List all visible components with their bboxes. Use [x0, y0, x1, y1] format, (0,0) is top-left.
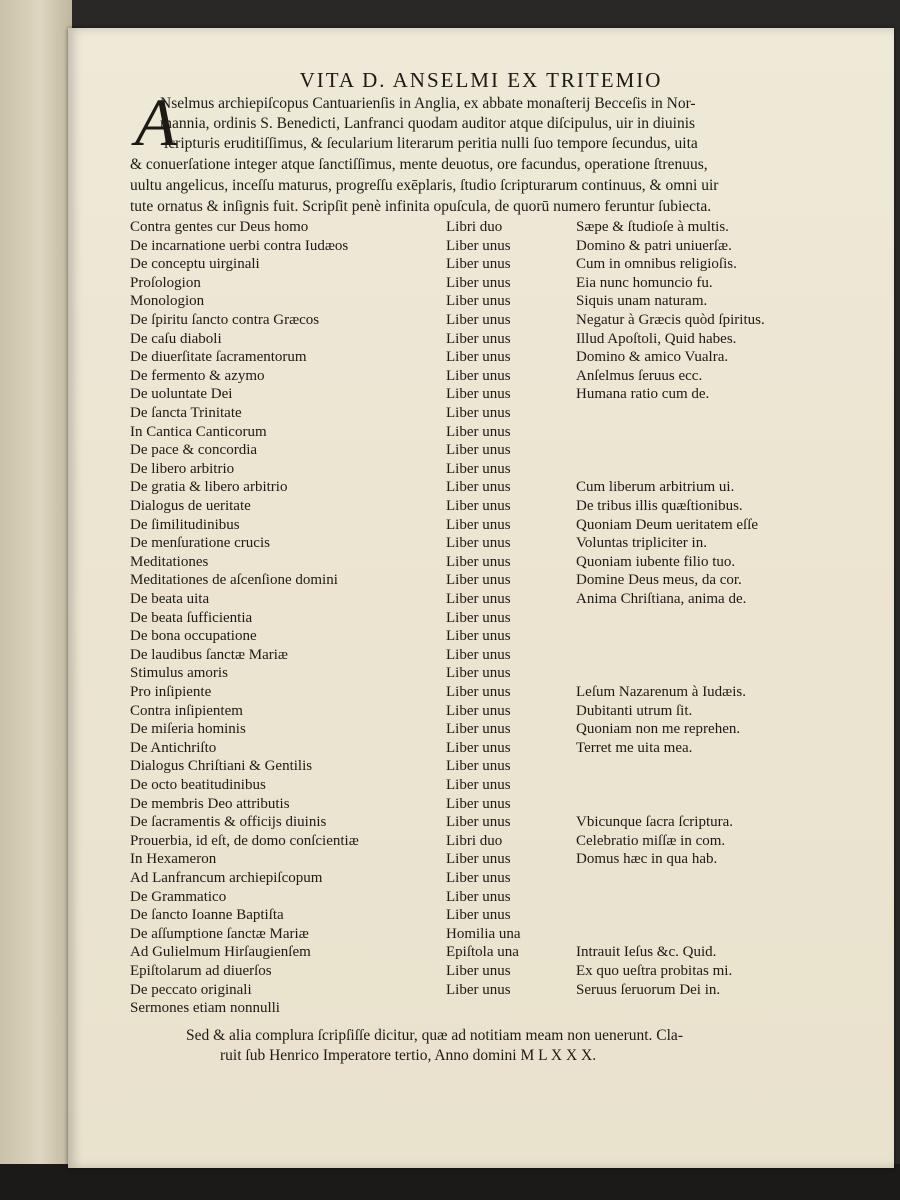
work-title: De pace & concordia — [130, 442, 258, 459]
work-title: Meditationes de aſcenſione domini — [130, 572, 338, 589]
work-count: Liber unus — [446, 665, 511, 682]
work-count: Liber unus — [446, 442, 511, 459]
work-incipit: Anſelmus ſeruus ecc. — [576, 367, 703, 384]
work-title: De beata ſufficientia — [130, 609, 253, 626]
work-title: De fermento & azymo — [130, 367, 265, 384]
table-row — [130, 888, 850, 906]
footer-line: ruit ſub Henrico Imperatore tertio, Anno domini M L X X X. — [220, 1047, 597, 1064]
table-row — [130, 869, 850, 887]
work-incipit: Terret me uita mea. — [576, 739, 693, 756]
work-title: Epiſtolarum ad diuerſos — [130, 963, 272, 979]
table-row — [130, 702, 850, 720]
table-row — [130, 627, 850, 645]
work-incipit: Domus hæc in qua hab. — [576, 851, 718, 868]
table-row — [130, 683, 850, 701]
work-count: Libri duo — [446, 832, 503, 849]
table-row — [130, 330, 850, 348]
intro-line: tute ornatus & inſignis fuit. Scripſit penè infinita opuſcula, de quorū numero feruntur ſubiecta. — [130, 198, 712, 215]
work-count: Liber unus — [446, 870, 511, 886]
work-title: De uoluntate Dei — [130, 386, 233, 403]
work-count: Homilia una — [446, 925, 521, 942]
intro-line: uultu angelicus, inceſſu maturus, progreſſu exēplaris, ſtudio ſcripturarum continuus, & omni uir — [130, 177, 719, 194]
work-title: De bona occupatione — [130, 628, 257, 645]
table-row — [130, 348, 850, 366]
table-row — [130, 516, 850, 534]
work-incipit: Vbicunque ſacra ſcriptura. — [576, 814, 734, 831]
left-page-edge — [0, 0, 72, 1200]
work-title: De beata uita — [130, 591, 210, 607]
work-title: De Antichriſto — [130, 739, 217, 756]
work-title: De diuerſitate ſacramentorum — [130, 349, 307, 366]
work-incipit: Quoniam Deum ueritatem eſſe — [576, 516, 759, 533]
work-count: Liber unus — [446, 888, 511, 905]
work-title: De membris Deo attributis — [130, 795, 290, 812]
work-count: Liber unus — [446, 516, 511, 533]
work-title: De Grammatico — [130, 888, 227, 905]
table-row — [130, 292, 850, 310]
work-count: Liber unus — [446, 609, 511, 626]
page-header: VITA D. ANSELMI EX TRITEMIO — [299, 68, 663, 92]
work-count: Liber unus — [446, 274, 511, 291]
work-title: De conceptu uirginali — [130, 256, 260, 273]
table-row — [130, 739, 850, 757]
work-count: Liber unus — [446, 498, 511, 514]
work-title: De ſancta Trinitate — [130, 405, 242, 421]
work-count: Liber unus — [446, 628, 511, 645]
work-incipit: Intrauit Ieſus &c. Quid. — [576, 944, 717, 961]
work-title: Proſologion — [130, 274, 201, 291]
table-row — [130, 478, 850, 496]
work-title: Stimulus amoris — [130, 665, 228, 682]
table-row — [130, 664, 850, 682]
table-row — [130, 832, 850, 850]
work-incipit: Ex quo ueſtra probitas mi. — [576, 963, 733, 979]
work-incipit: Voluntas tripliciter in. — [576, 535, 707, 552]
work-incipit: Domino & amico Vualra. — [576, 349, 729, 366]
intro-line: Nselmus archiepiſcopus Cantuarienſis in Anglia, ex abbate monaſterij Becceſis in Nor- — [160, 95, 696, 112]
table-row — [130, 553, 850, 571]
work-count: Liber unus — [446, 423, 511, 440]
work-count: Liber unus — [446, 386, 511, 403]
work-title: De miſeria hominis — [130, 721, 246, 738]
book-page — [68, 28, 894, 1168]
drop-cap: A — [135, 84, 177, 160]
intro-line: mannia, ordinis S. Benedicti, Lanfranci quodam auditor atque diſcipulus, uir in diuinis — [160, 115, 696, 132]
work-incipit: Quoniam iubente filio tuo. — [576, 553, 736, 570]
work-title: Ad Lanfrancum archiepiſcopum — [130, 870, 323, 886]
table-row — [130, 590, 850, 608]
work-title: De ſancto Ioanne Baptiſta — [130, 907, 284, 924]
table-row — [130, 497, 850, 515]
table-row — [130, 925, 850, 943]
work-count: Liber unus — [446, 293, 511, 310]
table-row — [130, 237, 850, 255]
work-count: Liber unus — [446, 795, 511, 812]
work-incipit: Quoniam non me reprehen. — [576, 721, 741, 738]
work-title: De laudibus ſanctæ Mariæ — [130, 646, 288, 663]
work-incipit: Humana ratio cum de. — [576, 386, 710, 403]
table-row — [130, 274, 850, 292]
work-title: De incarnatione uerbi contra Iudæos — [130, 237, 349, 254]
work-incipit: Dubitanti utrum ſit. — [576, 702, 693, 719]
work-count: Liber unus — [446, 460, 511, 477]
work-title: De menſuratione crucis — [130, 535, 270, 552]
work-title: Ad Gulielmum Hirſaugienſem — [130, 944, 311, 961]
work-count: Liber unus — [446, 405, 511, 421]
table-row — [130, 367, 850, 385]
work-count: Liber unus — [446, 702, 511, 719]
work-incipit: Siquis unam naturam. — [576, 293, 708, 310]
work-incipit: Negatur à Græcis quòd ſpiritus. — [576, 312, 765, 328]
table-row — [130, 441, 850, 459]
table-row — [130, 311, 850, 329]
work-count: Libri duo — [446, 219, 503, 235]
work-title: De caſu diaboli — [130, 330, 222, 347]
intro-line: ſcripturis eruditiſſimus, & ſecularium literarum peritia nulli ſuo tempore ſecundus, uita — [164, 135, 698, 152]
work-incipit: Cum liberum arbitrium ui. — [576, 479, 735, 496]
work-title: De octo beatitudinibus — [130, 777, 266, 793]
work-count: Liber unus — [446, 851, 511, 868]
work-count: Liber unus — [446, 646, 511, 663]
work-count: Liber unus — [446, 553, 511, 570]
table-row — [130, 571, 850, 589]
work-count: Liber unus — [446, 591, 511, 607]
work-count: Liber unus — [446, 330, 511, 347]
work-count: Liber unus — [446, 963, 511, 979]
work-count: Liber unus — [446, 981, 511, 998]
table-row — [130, 609, 850, 627]
work-count: Liber unus — [446, 777, 511, 793]
work-count: Epiſtola una — [446, 944, 519, 961]
table-row — [130, 255, 850, 273]
table-row — [130, 385, 850, 403]
table-row — [130, 404, 850, 422]
work-title: Contra inſipientem — [130, 702, 243, 719]
footer-line: Sed & alia complura ſcripſiſſe dicitur, quæ ad notitiam meam non uenerunt. Cla- — [186, 1027, 683, 1044]
intro-line: & conuerſatione integer atque ſanctiſſimus, mente deuotus, ore facundus, operatione ſtrenuus, — [130, 156, 708, 173]
table-row — [130, 795, 850, 813]
table-row — [130, 906, 850, 924]
table-row — [130, 981, 850, 999]
work-count: Liber unus — [446, 479, 511, 496]
table-row — [130, 720, 850, 738]
table-row — [130, 813, 850, 831]
table-row — [130, 757, 850, 775]
work-title: De ſimilitudinibus — [130, 516, 240, 533]
table-row — [130, 850, 850, 868]
work-title: De libero arbitrio — [130, 460, 235, 477]
work-count: Liber unus — [446, 367, 511, 384]
work-count: Liber unus — [446, 758, 511, 775]
work-incipit: De tribus illis quæſtionibus. — [576, 498, 743, 514]
table-row — [130, 534, 850, 552]
work-incipit: Celebratio miſſæ in com. — [576, 832, 726, 849]
work-count: Liber unus — [446, 312, 511, 328]
work-incipit: Sæpe & ſtudioſe à multis. — [576, 219, 729, 235]
work-count: Liber unus — [446, 535, 511, 552]
work-title: De gratia & libero arbitrio — [130, 479, 288, 496]
table-row — [130, 943, 850, 961]
work-title: Prouerbia, id eſt, de domo conſcientiæ — [130, 832, 359, 849]
work-count: Liber unus — [446, 572, 511, 589]
table-row — [130, 776, 850, 794]
work-incipit: Eia nunc homuncio fu. — [576, 274, 713, 291]
work-count: Liber unus — [446, 256, 511, 273]
work-title: Dialogus Chriſtiani & Gentilis — [130, 758, 313, 775]
work-title: Sermones etiam nonnulli — [130, 1000, 280, 1017]
work-incipit: Domino & patri uniuerſæ. — [576, 237, 732, 254]
table-row — [130, 999, 850, 1017]
work-title: De ſacramentis & officijs diuinis — [130, 814, 327, 831]
table-row — [130, 646, 850, 664]
work-incipit: Cum in omnibus religioſis. — [576, 256, 737, 273]
work-count: Liber unus — [446, 814, 511, 831]
work-count: Liber unus — [446, 237, 511, 254]
work-incipit: Domine Deus meus, da cor. — [576, 572, 742, 589]
work-title: In Hexameron — [130, 851, 217, 868]
work-title: Dialogus de ueritate — [130, 498, 251, 514]
work-title: In Cantica Canticorum — [130, 423, 267, 440]
table-row — [130, 962, 850, 980]
work-incipit: Anima Chriſtiana, anima de. — [576, 591, 747, 607]
work-title: De peccato originali — [130, 981, 252, 998]
table-row — [130, 460, 850, 478]
work-count: Liber unus — [446, 739, 511, 756]
table-row — [130, 423, 850, 441]
work-title: De ſpiritu ſancto contra Græcos — [130, 312, 320, 328]
work-title: De aſſumptione ſanctæ Mariæ — [130, 925, 309, 942]
work-title: Pro inſipiente — [130, 684, 212, 700]
work-title: Monologion — [130, 293, 205, 310]
work-incipit: Seruus ſeruorum Dei in. — [576, 981, 721, 998]
work-incipit: Leſum Nazarenum à Iudæis. — [576, 684, 746, 700]
table-row — [130, 218, 850, 236]
work-count: Liber unus — [446, 349, 511, 366]
work-incipit: Illud Apoſtoli, Quid habes. — [576, 330, 737, 347]
work-count: Liber unus — [446, 684, 511, 700]
work-count: Liber unus — [446, 907, 511, 924]
work-title: Contra gentes cur Deus homo — [130, 219, 309, 235]
work-title: Meditationes — [130, 553, 209, 570]
bottom-shadow — [0, 1164, 900, 1200]
work-count: Liber unus — [446, 721, 511, 738]
